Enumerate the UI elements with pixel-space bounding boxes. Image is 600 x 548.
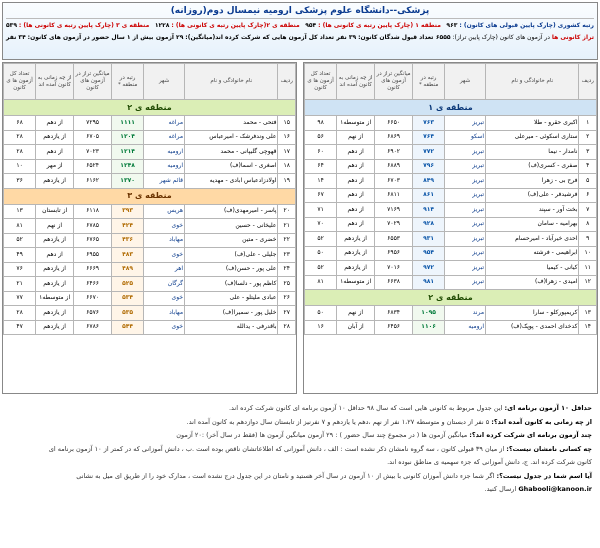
exam-count: ۲۸ bbox=[4, 130, 36, 145]
average-level: ۶۵۵۳ bbox=[375, 232, 413, 247]
table-row bbox=[4, 306, 296, 321]
row-number: ۲۸ bbox=[278, 320, 296, 335]
column-header-since: از چه زمانی به کانون آمده اند bbox=[337, 64, 375, 100]
note-question: آیا اسم شما در جدول نیست؟: bbox=[496, 471, 592, 480]
row-number: ۱۵ bbox=[278, 116, 296, 131]
region-rank: ۷۶۴ bbox=[413, 130, 445, 145]
table-row bbox=[4, 320, 296, 335]
note-line bbox=[6, 483, 592, 497]
student-city: تبریز bbox=[445, 232, 486, 247]
joined-since: از دهم bbox=[36, 145, 74, 160]
average-level: ۶۱۱۸ bbox=[74, 204, 112, 219]
student-city: تبریز bbox=[445, 188, 486, 203]
row-number: ۵ bbox=[579, 174, 597, 189]
region-rank: ۴۳۶ bbox=[112, 233, 144, 248]
student-name: فرشیدفر - علی(ف) bbox=[486, 188, 579, 203]
student-name: علیخانی - حسین bbox=[185, 219, 278, 234]
average-level: ۶۸۳۴ bbox=[375, 306, 413, 321]
column-header-name: نام خانوادگی و نام bbox=[486, 64, 579, 100]
note-answer: اگر شما جزء دانش آموزان کانونی با بیش از ۱۰ آزمون در سال آخر هستید و نامتان در این جدول درج نشده است ، مدارک خود را از طریق ای میل به نشانی bbox=[76, 471, 497, 480]
exam-count: ۵۶ bbox=[305, 130, 337, 145]
joined-since: از متوسطه۱ bbox=[337, 116, 375, 131]
student-name: فتحی - محمد bbox=[185, 116, 278, 131]
table-row bbox=[4, 277, 296, 292]
student-name: نامدار - نیما bbox=[486, 145, 579, 160]
table-row bbox=[305, 174, 597, 189]
average-level: ۶۶۷۰ bbox=[74, 291, 112, 306]
joined-since: از تابستان bbox=[36, 204, 74, 219]
student-city: تبریز bbox=[445, 116, 486, 131]
exam-count: ۶۸ bbox=[4, 116, 36, 131]
student-name: ستاری اسکوئی - میرعلی bbox=[486, 130, 579, 145]
table-row bbox=[305, 145, 597, 160]
note-question: از چه زمانی به کانون آمده اند؟: bbox=[491, 417, 592, 426]
joined-since: از دهم bbox=[36, 248, 74, 263]
table-row bbox=[305, 188, 597, 203]
average-level: ۶۸۶۹ bbox=[375, 130, 413, 145]
average-level: ۶۹۵۵ bbox=[74, 248, 112, 263]
student-city: تبریز bbox=[445, 159, 486, 174]
note-line bbox=[6, 456, 592, 470]
joined-since: از یازدهم bbox=[36, 174, 74, 189]
student-city: هریس bbox=[144, 204, 185, 219]
joined-since: از متوسطه۱ bbox=[36, 291, 74, 306]
exam-count: ۱۶ bbox=[305, 320, 337, 335]
table-row bbox=[4, 145, 296, 160]
column-header-rank: رتبه در منطقه * bbox=[112, 64, 144, 100]
average-level: ۶۴۵۶ bbox=[375, 320, 413, 335]
joined-since: از نهم bbox=[36, 219, 74, 234]
exam-count: ۷۶ bbox=[4, 262, 36, 277]
row-number: ۲۶ bbox=[278, 291, 296, 306]
right-results-table bbox=[303, 62, 598, 394]
note-answer: کانون شرکت کرده اند. ج، دانش آموزانی که جزء سهمیه ی مناطق نبوده اند. bbox=[387, 458, 592, 466]
region-rank: ۱۰۹۵ bbox=[413, 306, 445, 321]
row-number: ۲۳ bbox=[278, 248, 296, 263]
table-row bbox=[305, 275, 597, 290]
region-rank: ۵۳۵ bbox=[112, 306, 144, 321]
joined-since: از یازدهم bbox=[36, 320, 74, 335]
results-sheet bbox=[2, 2, 598, 396]
row-number: ۲ bbox=[579, 130, 597, 145]
row-number: ۲۰ bbox=[278, 204, 296, 219]
student-name: خضری - متین bbox=[185, 233, 278, 248]
region-rank: ۹۱۴ bbox=[413, 203, 445, 218]
notes-section bbox=[6, 402, 592, 497]
average-level: ۶۷۰۵ bbox=[74, 130, 112, 145]
table-row bbox=[305, 261, 597, 276]
student-name: اکبری حقرو - طلا bbox=[486, 116, 579, 131]
joined-since: از متوسطه۱ bbox=[337, 275, 375, 290]
note-line bbox=[6, 402, 592, 416]
student-city: ارومیه bbox=[144, 159, 185, 174]
exam-count: ۹۸ bbox=[305, 116, 337, 131]
student-name: ابراهیمی - فرشته bbox=[486, 246, 579, 261]
student-name: جلیلی - علی(ف) bbox=[185, 248, 278, 263]
student-name: کاظم پور - دلسا(ف) bbox=[185, 277, 278, 292]
student-city: ارومیه bbox=[144, 145, 185, 160]
column-header-row: ردیف bbox=[278, 64, 296, 100]
average-level: ۶۶۵۰ bbox=[375, 116, 413, 131]
table-row bbox=[4, 262, 296, 277]
region-rank: ۹۵۴ bbox=[413, 246, 445, 261]
joined-since: از یازدهم bbox=[36, 306, 74, 321]
student-name: اصغری - اسما(ف) bbox=[185, 159, 278, 174]
note-question: Ghabooli@kanoon.ir bbox=[518, 485, 592, 493]
region-rank: ۹۷۲ bbox=[413, 261, 445, 276]
stat-region3: منطقه ی ۳ (چارک پایین رتبه ی کانونی ها) : ۵۳۹ bbox=[6, 22, 150, 29]
region-rank: ۷۶۳ bbox=[413, 116, 445, 131]
column-header-name: نام خانوادگی و نام bbox=[185, 64, 278, 100]
exam-count: ۱۴ bbox=[305, 174, 337, 189]
region-rank: ۱۲۴۸ bbox=[112, 159, 144, 174]
average-level: ۶۴۶۶ bbox=[74, 277, 112, 292]
column-header-city: شهر bbox=[144, 64, 185, 100]
joined-since: از دهم bbox=[337, 217, 375, 232]
average-level: ۷۰۱۶ bbox=[375, 261, 413, 276]
row-number: ۱۸ bbox=[278, 159, 296, 174]
student-city: گرگان bbox=[144, 277, 185, 292]
row-number: ۱ bbox=[579, 116, 597, 131]
student-city: اسکو bbox=[445, 130, 486, 145]
student-name: بخت آور - سپند bbox=[486, 203, 579, 218]
stat-region1: منطقه ۱ (چارک پایین رتبه ی کانونی ها) : ۹۵۴ bbox=[305, 22, 441, 29]
average-level: ۶۷۰۳ bbox=[375, 174, 413, 189]
table-row bbox=[4, 219, 296, 234]
average-level: ۷۰۲۳ bbox=[74, 145, 112, 160]
student-name: اولادزادعباس ابادی - مهدیه bbox=[185, 174, 278, 189]
note-line bbox=[6, 416, 592, 430]
region-rank: ۸۶۱ bbox=[413, 188, 445, 203]
table-row bbox=[305, 232, 597, 247]
note-question: چه کسانی نامشان نیست؟: bbox=[506, 444, 592, 453]
average-level: ۶۹۰۲ bbox=[375, 145, 413, 160]
student-name: پاسر - امیرمهدی(ف) bbox=[185, 204, 278, 219]
average-level: ۷۲۹۵ bbox=[74, 116, 112, 131]
region-header: منطقه ی ۲ bbox=[305, 290, 597, 306]
note-answer: از میان ۳۹ قبولی کانون ، سه گروه نامشان ذکر نشده است : الف ، دانش آموزانی که اطلاعاتشان ناقص بوده است .ب ، دانش آموزانی که در کمتر از ۱۰ آزمون برنامه ای bbox=[48, 444, 507, 453]
row-number: ۱۷ bbox=[278, 145, 296, 160]
row-number: ۱۴ bbox=[579, 320, 597, 335]
student-city: اهر bbox=[144, 262, 185, 277]
exam-count: ۱۳ bbox=[4, 204, 36, 219]
joined-since: از مهر bbox=[36, 159, 74, 174]
joined-since: از دهم bbox=[337, 203, 375, 218]
exam-count: ۲۱ bbox=[4, 277, 36, 292]
exam-count: ۵۰ bbox=[305, 306, 337, 321]
row-number: ۱۶ bbox=[278, 130, 296, 145]
table-row bbox=[305, 203, 597, 218]
column-header-level: میانگین تراز در آزمون های کانون bbox=[375, 64, 413, 100]
left-results-table bbox=[2, 62, 297, 394]
table-row bbox=[4, 174, 296, 189]
exam-count: ۵۰ bbox=[305, 246, 337, 261]
joined-since: از یازدهم bbox=[36, 130, 74, 145]
region-rank: ۷۷۲ bbox=[413, 145, 445, 160]
student-city: مراغه bbox=[144, 116, 185, 131]
column-header-count: تعداد کل آزمون ها ی کانون bbox=[4, 64, 36, 100]
stat-level: تراز کانونی ها در آزمون های کانون (چارک پایین تراز): ۶۵۵۵ bbox=[435, 34, 594, 41]
student-city: تبریز bbox=[445, 203, 486, 218]
column-header-city: شهر bbox=[445, 64, 486, 100]
table-row bbox=[305, 306, 597, 321]
student-city: تبریز bbox=[445, 275, 486, 290]
region-header: منطقه ی ۱ bbox=[305, 100, 597, 116]
exam-count: ۷۷ bbox=[4, 291, 36, 306]
joined-since: از دهم bbox=[337, 145, 375, 160]
stat-long-presence: بیش از ۱ سال حضور در آزمون های کانون: ۳۴ نفر bbox=[6, 34, 154, 41]
region-rank: ۵۳۴ bbox=[112, 291, 144, 306]
region-rank: ۹۲۸ bbox=[413, 217, 445, 232]
stat-exam-count: تعداد کل آزمون هایی که شرکت کرده اند(میانگین): ۲۹ آزمون bbox=[155, 34, 334, 41]
student-name: صفری - کسری(ف) bbox=[486, 159, 579, 174]
exam-count: ۶۰ bbox=[305, 145, 337, 160]
student-name: کدخدای احمدی - پوپک(ف) bbox=[486, 320, 579, 335]
region-rank: ۹۸۱ bbox=[413, 275, 445, 290]
student-name: امیدی - زهرا(ف) bbox=[486, 275, 579, 290]
row-number: ۸ bbox=[579, 217, 597, 232]
joined-since: از دهم bbox=[36, 116, 74, 131]
row-number: ۲۷ bbox=[278, 306, 296, 321]
table-row bbox=[305, 217, 597, 232]
average-level: ۶۷۸۵ bbox=[74, 219, 112, 234]
table-row bbox=[4, 130, 296, 145]
region-rank: ۱۳۷۰ bbox=[112, 174, 144, 189]
exam-count: ۵۲ bbox=[305, 261, 337, 276]
joined-since: از دهم bbox=[337, 188, 375, 203]
joined-since: از یازدهم bbox=[36, 262, 74, 277]
average-level: ۷۰۲۹ bbox=[375, 217, 413, 232]
column-header-row: ردیف bbox=[579, 64, 597, 100]
row-number: ۹ bbox=[579, 232, 597, 247]
note-line bbox=[6, 443, 592, 457]
exam-count: ۴۹ bbox=[4, 248, 36, 263]
stat-accepted: تعداد قبول شدگان کانون: ۳۹ نفر bbox=[336, 34, 434, 41]
student-city: مهاباد bbox=[144, 306, 185, 321]
joined-since: از آبان bbox=[337, 320, 375, 335]
table-row bbox=[305, 159, 597, 174]
region-rank: ۴۲۴ bbox=[112, 219, 144, 234]
column-header-level: میانگین تراز در آزمون های کانون bbox=[74, 64, 112, 100]
row-number: ۳ bbox=[579, 145, 597, 160]
region-rank: ۷۹۶ bbox=[413, 159, 445, 174]
student-city: تبریز bbox=[445, 145, 486, 160]
joined-since: از یازدهم bbox=[337, 232, 375, 247]
note-question: چند آزمون برنامه ای شرکت کرده اند؟: bbox=[469, 431, 592, 439]
note-line bbox=[6, 429, 592, 443]
region-rank: ۱۲۰۴ bbox=[112, 130, 144, 145]
student-city: تبریز bbox=[445, 217, 486, 232]
joined-since: از نهم bbox=[337, 306, 375, 321]
student-city: تبریز bbox=[445, 261, 486, 276]
row-number: ۱۲ bbox=[579, 275, 597, 290]
row-number: ۱۰ bbox=[579, 246, 597, 261]
student-city: مراغه bbox=[144, 130, 185, 145]
exam-count: ۵۲ bbox=[305, 232, 337, 247]
student-name: احدی خیرآباد - امیرحسام bbox=[486, 232, 579, 247]
note-answer: این جدول مربوط به کانونی هایی است که سال ۹۸ حداقل ۱۰ آزمون برنامه ای کانون شرکت کرده اند. bbox=[228, 404, 505, 412]
region-rank: ۱۱۰۶ bbox=[413, 320, 445, 335]
exam-count: ۲۸ bbox=[4, 145, 36, 160]
row-number: ۲۴ bbox=[278, 262, 296, 277]
student-city: خوی bbox=[144, 248, 185, 263]
row-number: ۶ bbox=[579, 188, 597, 203]
table-row bbox=[305, 130, 597, 145]
student-city: مرند bbox=[445, 306, 486, 321]
region-rank: ۸۴۹ bbox=[413, 174, 445, 189]
average-level: ۶۵۲۴ bbox=[74, 159, 112, 174]
region-rank: ۳۹۳ bbox=[112, 204, 144, 219]
student-name: کیانی - کیمیا bbox=[486, 261, 579, 276]
student-city: ارومیه bbox=[445, 320, 486, 335]
average-level: ۷۱۶۹ bbox=[375, 203, 413, 218]
student-name: قهوچی گلیپانی - محمد bbox=[185, 145, 278, 160]
student-name: باقدرفی - یدالله bbox=[185, 320, 278, 335]
note-answer: میانگین آزمون ها ( در مجموع چند سال حضور ) : ۲۹ آزمون میانگین آزمون ها (فقط در سال آخر) :۲۰ آزمون bbox=[176, 431, 470, 439]
exam-count: ۷۰ bbox=[305, 217, 337, 232]
region-rank: ۵۲۵ bbox=[112, 277, 144, 292]
table-row bbox=[4, 248, 296, 263]
region-rank: ۴۸۳ bbox=[112, 248, 144, 263]
exam-count: ۵۲ bbox=[4, 233, 36, 248]
student-city: تبریز bbox=[445, 174, 486, 189]
note-answer: ارسال کنید. bbox=[484, 485, 519, 493]
row-number: ۱۳ bbox=[579, 306, 597, 321]
region-rank: ۵۴۴ bbox=[112, 320, 144, 335]
row-number: ۲۵ bbox=[278, 277, 296, 292]
column-header-since: از چه زمانی به کانون آمده اند bbox=[36, 64, 74, 100]
row-number: ۱۱ bbox=[579, 261, 597, 276]
joined-since: از یازدهم bbox=[337, 246, 375, 261]
exam-count: ۴۷ bbox=[4, 320, 36, 335]
table-row bbox=[305, 246, 597, 261]
average-level: ۶۷۸۶ bbox=[74, 320, 112, 335]
table-row bbox=[305, 320, 597, 335]
table-row bbox=[305, 116, 597, 131]
student-city: خوی bbox=[144, 291, 185, 306]
table-row bbox=[4, 204, 296, 219]
average-level: ۶۷۶۵ bbox=[74, 233, 112, 248]
exam-count: ۱۰ bbox=[4, 159, 36, 174]
table-row bbox=[4, 116, 296, 131]
joined-since: از دهم bbox=[337, 159, 375, 174]
joined-since: از یازدهم bbox=[36, 277, 74, 292]
joined-since: از دهم bbox=[337, 174, 375, 189]
header-stats-row-1 bbox=[6, 22, 594, 30]
region-rank: ۱۲۱۴ bbox=[112, 145, 144, 160]
table-row bbox=[4, 291, 296, 306]
student-city: مهاباد bbox=[144, 233, 185, 248]
average-level: ۶۶۳۸ bbox=[375, 275, 413, 290]
row-number: ۲۱ bbox=[278, 219, 296, 234]
joined-since: از نهم bbox=[337, 130, 375, 145]
program-header bbox=[2, 2, 598, 60]
exam-count: ۸۱ bbox=[305, 275, 337, 290]
student-name: فرح بی - زهرا bbox=[486, 174, 579, 189]
student-name: علی پور - حسن(ف) bbox=[185, 262, 278, 277]
region-header: منطقه ی ۳ bbox=[4, 188, 296, 204]
joined-since: از یازدهم bbox=[36, 233, 74, 248]
exam-count: ۶۴ bbox=[305, 159, 337, 174]
student-city: خوی bbox=[144, 219, 185, 234]
table-row bbox=[4, 233, 296, 248]
row-number: ۷ bbox=[579, 203, 597, 218]
note-line bbox=[6, 470, 592, 484]
row-number: ۴ bbox=[579, 159, 597, 174]
exam-count: ۲۸ bbox=[4, 306, 36, 321]
student-name: عبادی ملیتلو - علی bbox=[185, 291, 278, 306]
table-row bbox=[4, 159, 296, 174]
note-question: حداقل ۱۰ آزمون برنامه ای: bbox=[504, 404, 592, 412]
exam-count: ۷۱ bbox=[305, 203, 337, 218]
exam-count: ۸۱ bbox=[4, 219, 36, 234]
average-level: ۶۵۷۶ bbox=[74, 306, 112, 321]
note-answer: ۵ نفر از دبستان و متوسطه ۱،۲۷ نفر از نهم ،دهم یا یازدهم و ۷ نفرنیز از تابستان سال دوازدهم به کانون آمده اند. bbox=[186, 417, 492, 426]
region-rank: ۱۱۱۱ bbox=[112, 116, 144, 131]
average-level: ۶۸۸۹ bbox=[375, 159, 413, 174]
joined-since: از یازدهم bbox=[337, 261, 375, 276]
column-header-rank: رتبه در منطقه * bbox=[413, 64, 445, 100]
student-city: قائم شهر bbox=[144, 174, 185, 189]
average-level: ۶۸۱۱ bbox=[375, 188, 413, 203]
row-number: ۱۹ bbox=[278, 174, 296, 189]
exam-count: ۳۶ bbox=[4, 174, 36, 189]
student-name: بهرامیه - سامان bbox=[486, 217, 579, 232]
page-title: پزشکی--دانشگاه علوم پزشکی ارومیه نیمسال دوم(روزانه) bbox=[6, 4, 594, 19]
average-level: ۶۶۶۹ bbox=[74, 262, 112, 277]
stat-region2: منطقه ی ۲(چارک پایین رتبه ی کانونی ها) : ۱۲۲۸ bbox=[154, 22, 300, 29]
student-name: کریمپورکلو - سارا bbox=[486, 306, 579, 321]
column-header-count: تعداد کل آزمون ها ی کانون bbox=[305, 64, 337, 100]
region-rank: ۹۳۱ bbox=[413, 232, 445, 247]
exam-count: ۶۷ bbox=[305, 188, 337, 203]
header-stats-row-2 bbox=[6, 34, 594, 42]
student-city: تبریز bbox=[445, 246, 486, 261]
student-city: خوی bbox=[144, 320, 185, 335]
stat-national-rank: رتبه کشوری (چارک پایین قبولی های کانون) : ۹۶۳ bbox=[446, 22, 594, 29]
region-header: منطقه ی ۲ bbox=[4, 100, 296, 116]
region-rank: ۴۸۹ bbox=[112, 262, 144, 277]
student-name: علی وندفرشک - امیرعباس bbox=[185, 130, 278, 145]
row-number: ۲۲ bbox=[278, 233, 296, 248]
student-name: خلیل پور - سمیرا(ف) bbox=[185, 306, 278, 321]
average-level: ۶۱۶۲ bbox=[74, 174, 112, 189]
average-level: ۶۹۵۶ bbox=[375, 246, 413, 261]
